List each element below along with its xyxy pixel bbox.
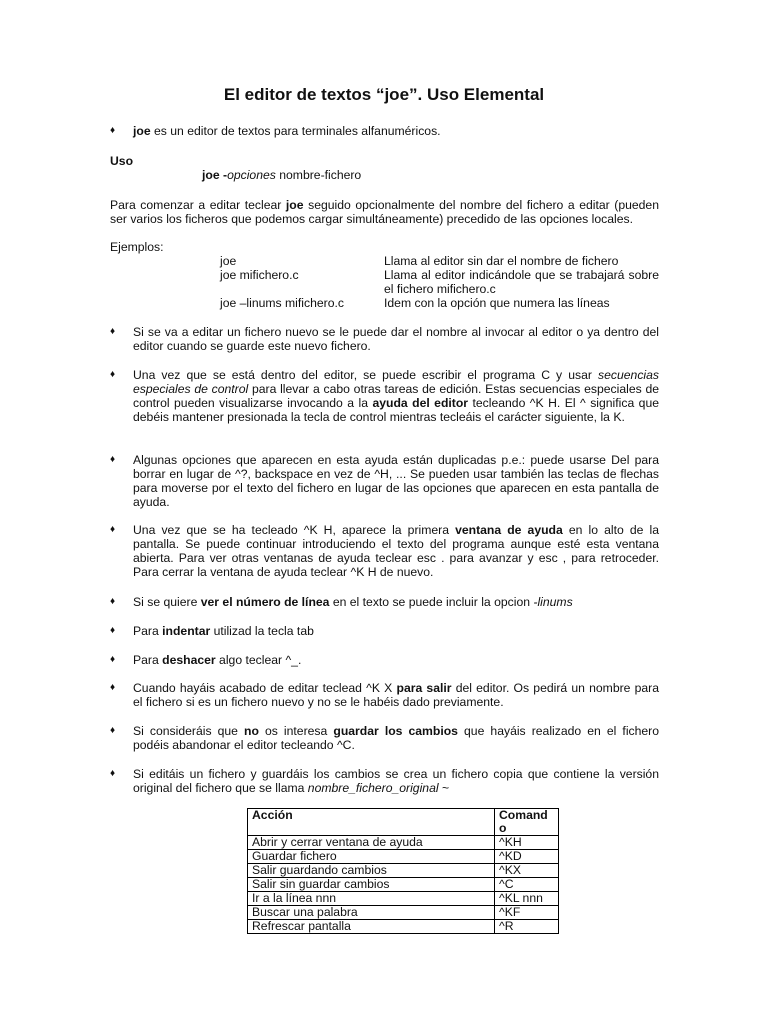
example-cmd: joe mifichero.c [220, 268, 299, 282]
diamond-bullet-icon: ♦ [110, 725, 116, 736]
diamond-bullet-icon: ♦ [110, 654, 116, 665]
example-cmd: joe [220, 254, 237, 268]
header-command: Comand o [495, 809, 559, 836]
header-action: Acción [248, 809, 495, 836]
diamond-bullet-icon: ♦ [110, 625, 116, 636]
example-desc: Idem con la opción que numera las líneas [384, 296, 610, 310]
bullet-item: ♦ Para indentar utilizad la tecla tab [110, 624, 314, 638]
bullet-item: ♦ Algunas opciones que aparecen en esta ayuda están duplicadas p.e.: puede usarse Del para borrar en lugar de ^?, backspace en vez de ^H, ... Se pueden usar también las teclas de flechas para moverse por el texto del fichero en lugar de las opciones que aparecen en esta pantalla de ayuda. [110, 453, 659, 509]
example-desc: Llama al editor sin dar el nombre de fichero [384, 254, 619, 268]
bullet-item: ♦ Si consideráis que no os interesa guardar los cambios que hayáis realizado en el fichero podéis abandonar el editor tecleando ^C. [110, 724, 660, 752]
diamond-bullet-icon: ♦ [110, 768, 116, 779]
diamond-bullet-icon: ♦ [110, 326, 116, 337]
bullet-item: ♦ Una vez que se ha tecleado ^K H, aparece la primera ventana de ayuda en lo alto de la pantalla. Se puede continuar introduciendo el texto del programa aunque esté esta ventana abierta. Para ver otras ventanas de ayuda teclear esc . para avanzar y esc , para retroceder. Para cerrar la ventana de ayuda teclear ^K H de nuevo. [110, 523, 659, 579]
document-title: El editor de textos “joe”. Uso Elemental [223, 85, 545, 104]
diamond-bullet-icon: ♦ [110, 524, 116, 535]
bullet-item: ♦ Si editáis un fichero y guardáis los cambios se crea un fichero copia que contiene la versión original del fichero que se llama nombre_fichero_original ~ [110, 767, 659, 795]
intro-text: es un editor de textos para terminales alfanuméricos. [150, 124, 441, 138]
bullet-item: ♦ Cuando hayáis acabado de editar teclead ^K X para salir del editor. Os pedirá un nombre para el fichero si es un fichero nuevo y no se le habéis dado previamente. [110, 681, 660, 709]
table-row: Abrir y cerrar ventana de ayuda ^KH [248, 836, 559, 850]
diamond-bullet-icon: ♦ [110, 125, 116, 136]
diamond-bullet-icon: ♦ [110, 682, 116, 693]
example-desc: Llama al editor indicándole que se trabajará sobre el fichero mifichero.c [384, 268, 659, 296]
diamond-bullet-icon: ♦ [110, 454, 116, 465]
intro-bold: joe [133, 124, 151, 138]
commands-table [247, 808, 559, 934]
table-header-row [248, 809, 559, 836]
bullet-item: ♦ Una vez que se está dentro del editor, se puede escribir el programa C y usar secuencias especiales de control para llevar a cabo otras tareas de edición. Estas secuencias especiales de control pueden visualizarse invocando a la ayuda del editor tecleando ^K H. El ^ significa que debéis mantener presionada la tecla de control mientras tecleáis el carácter siguiente, la K. [110, 368, 660, 424]
diamond-bullet-icon: ♦ [110, 369, 116, 380]
uso-heading: Uso [110, 154, 134, 168]
table-row: Guardar fichero ^KD [248, 850, 559, 864]
bullet-item: ♦ Para deshacer algo teclear ^_. [110, 653, 302, 667]
table-row: Buscar una palabra ^KF [248, 906, 559, 920]
table-row: Salir sin guardar cambios ^C [248, 878, 559, 892]
table-row: Salir guardando cambios ^KX [248, 864, 559, 878]
bullet-item: ♦ Si se va a editar un fichero nuevo se le puede dar el nombre al invocar al editor o ya dentro del editor cuando se guarde este nuevo fichero. [110, 325, 659, 353]
uso-command-line: joe -opciones nombre-fichero [202, 168, 362, 182]
bullet-item: ♦ Si se quiere ver el número de línea en el texto se puede incluir la opcion -linums [110, 595, 573, 609]
diamond-bullet-icon: ♦ [110, 596, 116, 607]
example-cmd: joe –linums mifichero.c [220, 296, 344, 310]
intro-bullet [110, 124, 659, 138]
intro-paragraph: Para comenzar a editar teclear joe seguido opcionalmente del nombre del fichero a editar (pueden ser varios los ficheros que podemos cargar simultáneamente) precedido de las opciones locales. [110, 198, 659, 226]
ejemplos-label: Ejemplos: [110, 240, 164, 254]
table-row: Ir a la línea nnn ^KL nnn [248, 892, 559, 906]
table-row: Refrescar pantalla ^R [248, 920, 559, 934]
